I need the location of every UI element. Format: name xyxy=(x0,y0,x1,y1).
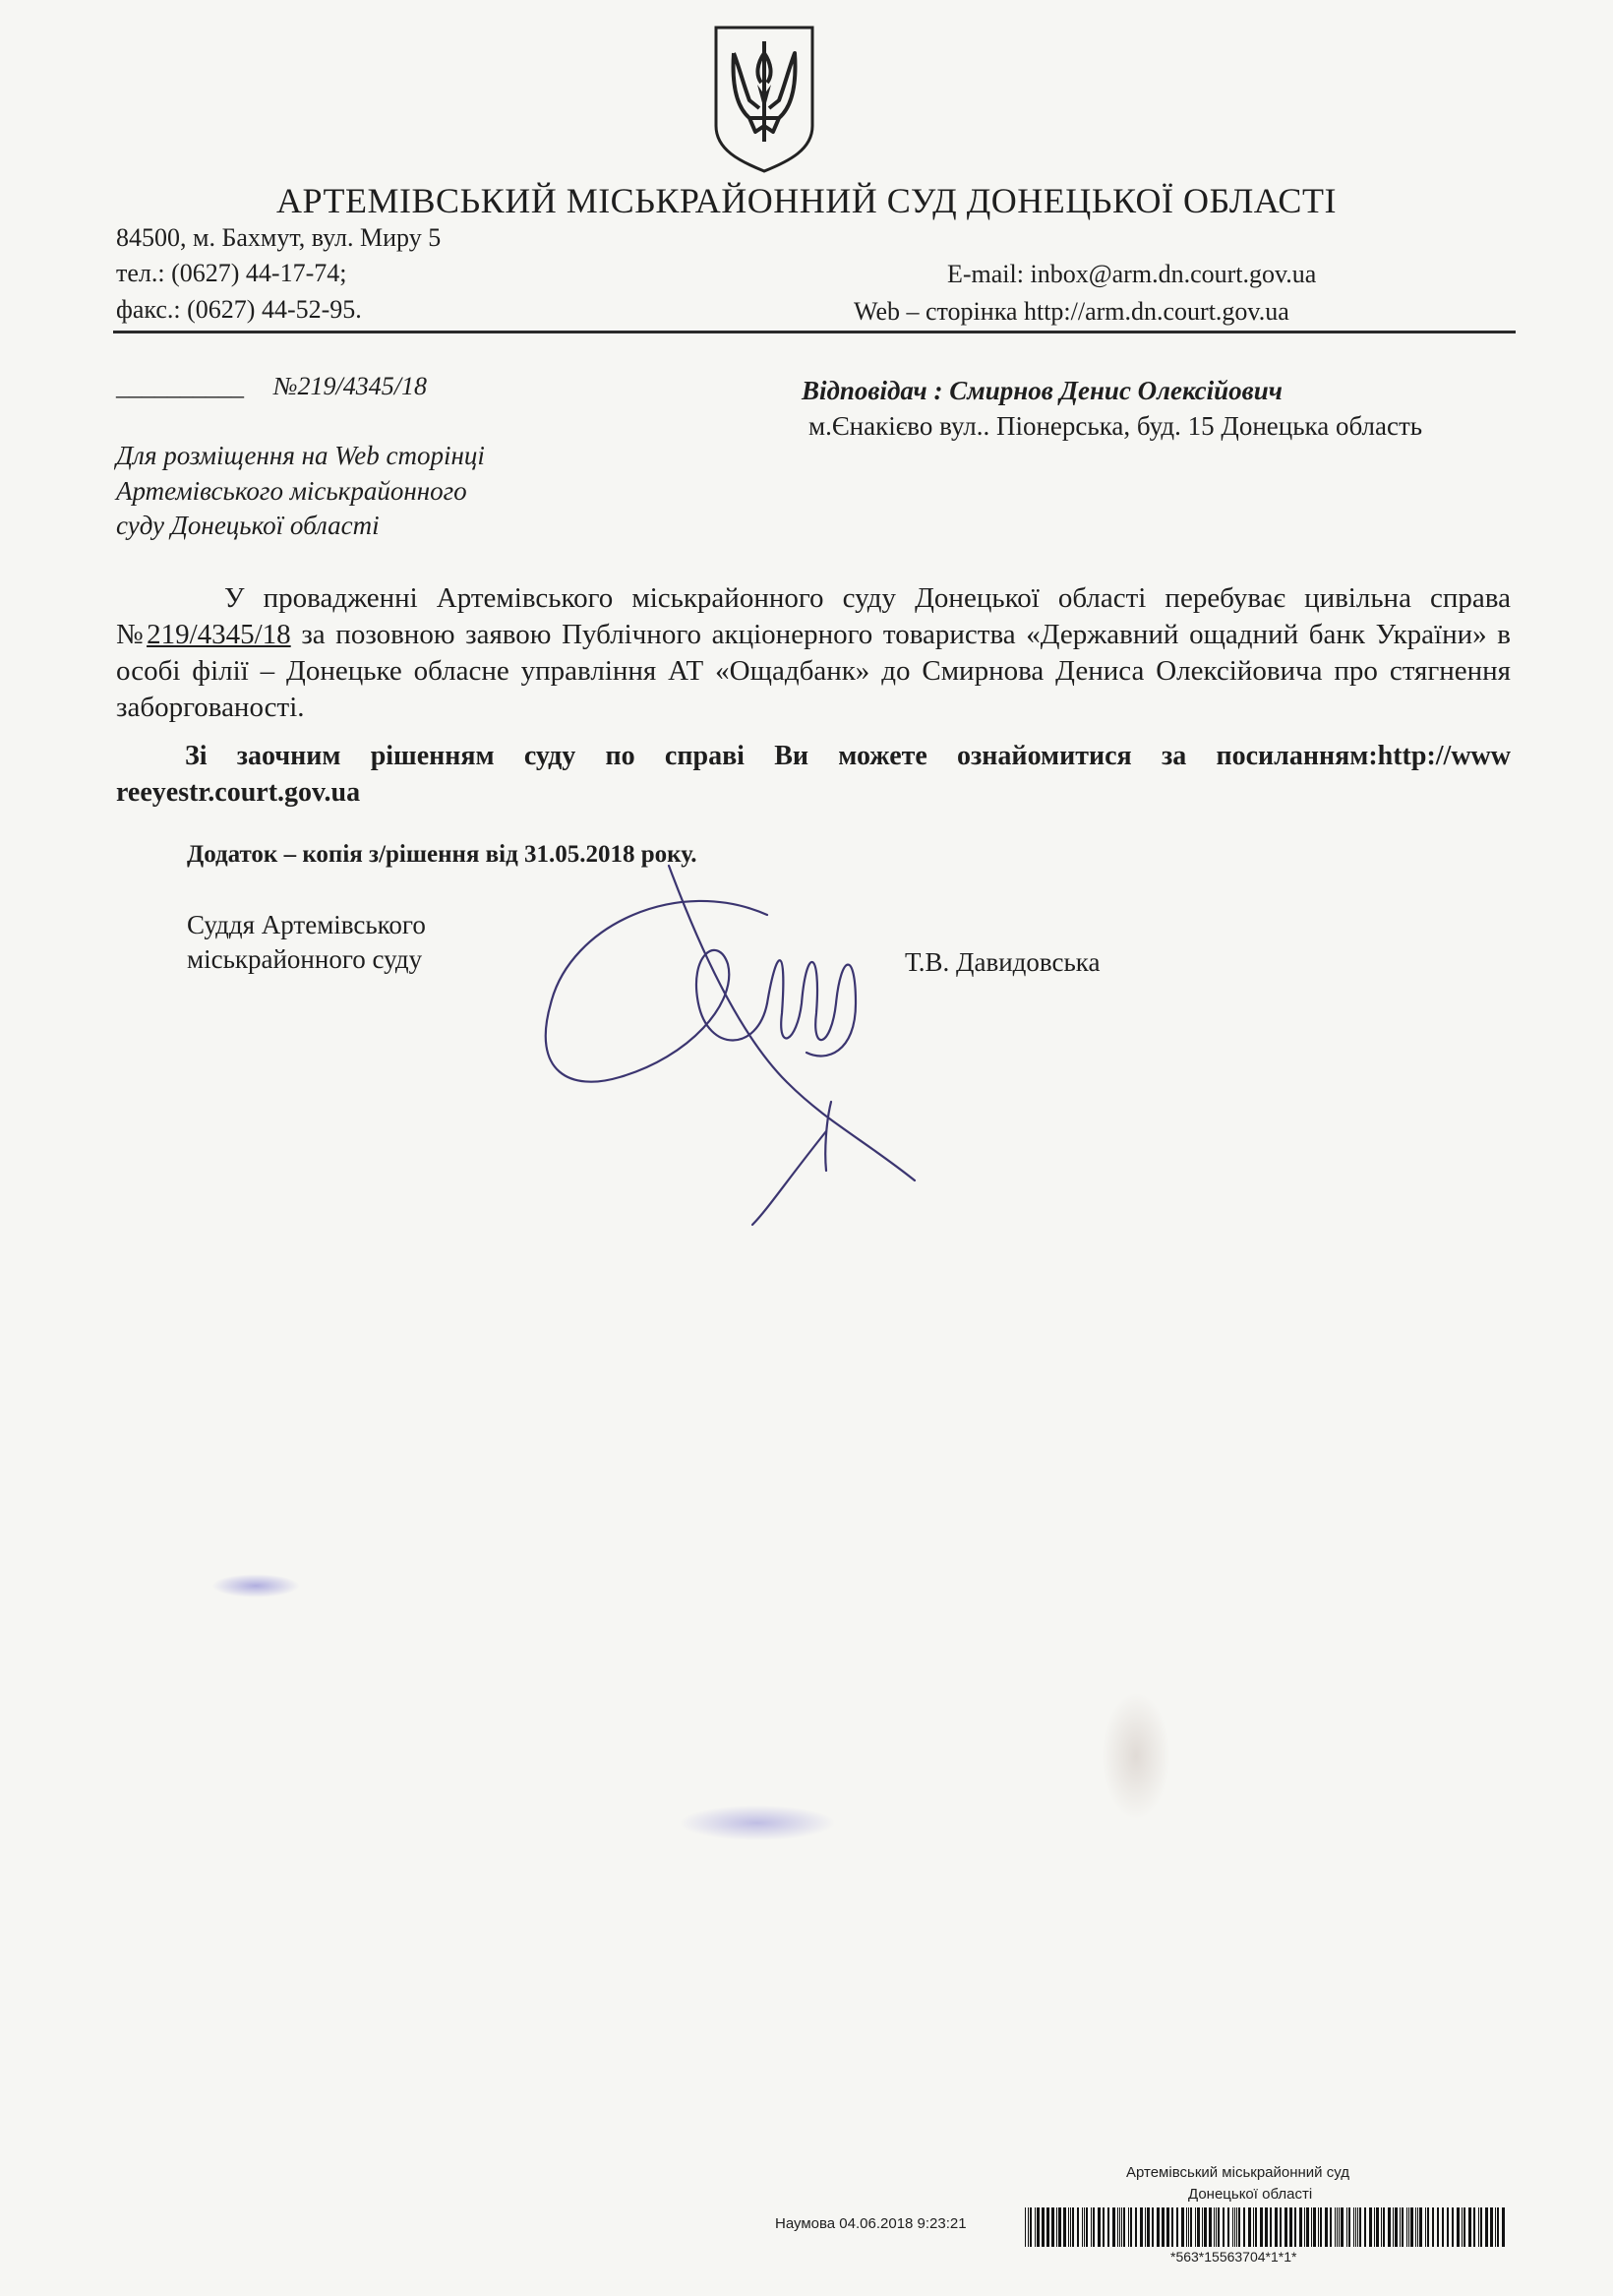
barcode-bar xyxy=(1318,2207,1319,2247)
barcode-bar xyxy=(1255,2207,1257,2247)
barcode-bar xyxy=(1103,2207,1105,2247)
barcode-bar xyxy=(1058,2207,1061,2247)
barcode-bar xyxy=(1442,2207,1444,2247)
barcode-bar xyxy=(1232,2207,1233,2247)
barcode-bar xyxy=(1320,2207,1322,2247)
barcode-bar xyxy=(1084,2207,1085,2247)
barcode-bar xyxy=(1195,2207,1196,2247)
barcode-bar xyxy=(1068,2207,1069,2247)
barcode-bar xyxy=(1306,2207,1309,2247)
barcode xyxy=(1025,2207,1507,2247)
barcode-bar xyxy=(1447,2207,1449,2247)
placement-note-line3: суду Донецької області xyxy=(116,511,380,540)
barcode-bar xyxy=(1145,2207,1146,2247)
barcode-bar xyxy=(1415,2207,1416,2247)
handwritten-signature xyxy=(531,856,944,1230)
barcode-bar xyxy=(1335,2207,1336,2247)
body-text-part2: за позовною заявою Публічного акціонерного товариства «Державний ощадний банк України» в особі філії – Донецьке обласне управління АТ «Ощадбанк» до Смирнова Дениса Олексійовича про стягнення заборгованості. xyxy=(116,619,1511,723)
barcode-bar xyxy=(1140,2207,1143,2247)
attachment-note: Додаток – копія з/рішення від 31.05.2018 року. xyxy=(187,841,697,868)
barcode-bar xyxy=(1480,2207,1482,2247)
stamp-line1: Артемівський міськрайонний суд xyxy=(1126,2164,1349,2181)
barcode-bar xyxy=(1348,2207,1350,2247)
barcode-bar xyxy=(1374,2207,1375,2247)
barcode-bar xyxy=(1457,2207,1460,2247)
court-email: E-mail: inbox@arm.dn.court.gov.ua xyxy=(947,260,1317,288)
barcode-bar xyxy=(1417,2207,1418,2247)
barcode-bar xyxy=(1437,2207,1439,2247)
barcode-bar xyxy=(1093,2207,1095,2247)
paper-stain xyxy=(1102,1692,1170,1820)
barcode-bar xyxy=(1452,2207,1454,2247)
barcode-bar xyxy=(1070,2207,1071,2247)
barcode-bar xyxy=(1117,2207,1118,2247)
registration-stamp xyxy=(767,2164,1515,2272)
barcode-bar xyxy=(1410,2207,1413,2247)
barcode-bar xyxy=(1238,2207,1240,2247)
barcode-bar xyxy=(1325,2207,1328,2247)
barcode-bar xyxy=(1214,2207,1215,2247)
barcode-bar xyxy=(1427,2207,1429,2247)
court-phone: тел.: (0627) 44-17-74; xyxy=(116,259,347,287)
barcode-bar xyxy=(1218,2207,1220,2247)
barcode-bar xyxy=(1042,2207,1045,2247)
barcode-bar xyxy=(1275,2207,1278,2247)
barcode-bar xyxy=(1313,2207,1316,2247)
stamp-operator: Наумова 04.06.2018 9:23:21 xyxy=(775,2215,967,2232)
notice-paragraph xyxy=(116,738,1511,811)
barcode-bar xyxy=(1186,2207,1187,2247)
barcode-text: *563*15563704*1*1* xyxy=(1170,2249,1297,2265)
recipient-name: Відповідач : Смирнов Денис Олексійович xyxy=(802,376,1283,405)
barcode-bar xyxy=(1051,2207,1054,2247)
barcode-bar xyxy=(1128,2207,1129,2247)
case-link[interactable]: 219/4345/18 xyxy=(147,619,291,650)
barcode-bar xyxy=(1270,2207,1272,2247)
court-title: АРТЕМІВСЬКИЙ МІСЬКРАЙОННИЙ СУД ДОНЕЦЬКОЇ ОБЛАСТІ xyxy=(276,181,1337,220)
barcode-bar xyxy=(1388,2207,1391,2247)
barcode-bar xyxy=(1046,2207,1049,2247)
barcode-bar xyxy=(1353,2207,1354,2247)
barcode-bar xyxy=(1030,2207,1032,2247)
barcode-bar xyxy=(1364,2207,1366,2247)
barcode-bar xyxy=(1485,2207,1488,2247)
barcode-bar xyxy=(1280,2207,1282,2247)
barcode-bar xyxy=(1157,2207,1160,2247)
barcode-bar xyxy=(1464,2207,1465,2247)
barcode-bar xyxy=(1243,2207,1245,2247)
signatory-title-line2: міськрайонного суду xyxy=(187,944,423,974)
barcode-bar xyxy=(1495,2207,1496,2247)
placement-note-line1: Для розміщення на Web сторінці xyxy=(116,441,485,470)
barcode-bar xyxy=(1330,2207,1332,2247)
stamp-residue xyxy=(211,1574,300,1598)
barcode-bar xyxy=(1339,2207,1340,2247)
stamp-residue xyxy=(679,1805,836,1841)
barcode-bar xyxy=(1248,2207,1251,2247)
court-fax: факс.: (0627) 44-52-95. xyxy=(116,295,362,324)
barcode-bar xyxy=(1082,2207,1083,2247)
barcode-bar xyxy=(1028,2207,1029,2247)
barcode-bar xyxy=(1478,2207,1479,2247)
barcode-bar xyxy=(1253,2207,1254,2247)
recipient-address: м.Єнакієво вул.. Піонерська, буд. 15 Донецька область xyxy=(808,411,1423,441)
barcode-bar xyxy=(1376,2207,1379,2247)
barcode-bar xyxy=(1311,2207,1312,2247)
case-number: №219/4345/18 xyxy=(273,372,427,400)
notice-text: Зі заочним рішенням суду по справі Ви можете ознайомитися за посиланням:http://www reeyestr.court.gov.ua xyxy=(116,741,1511,808)
barcode-bar xyxy=(1181,2207,1184,2247)
barcode-bar xyxy=(1355,2207,1356,2247)
barcode-bar xyxy=(1162,2207,1165,2247)
barcode-bar xyxy=(1098,2207,1101,2247)
barcode-bar xyxy=(1337,2207,1338,2247)
header-divider xyxy=(113,331,1516,333)
barcode-bar xyxy=(1227,2207,1229,2247)
barcode-bar xyxy=(1462,2207,1463,2247)
barcode-bar xyxy=(1408,2207,1409,2247)
barcode-bar xyxy=(1260,2207,1263,2247)
barcode-bar xyxy=(1265,2207,1268,2247)
barcode-bar xyxy=(1419,2207,1422,2247)
barcode-bar xyxy=(1402,2207,1404,2247)
barcode-bar xyxy=(1112,2207,1115,2247)
barcode-bar xyxy=(1121,2207,1122,2247)
barcode-bar xyxy=(1359,2207,1361,2247)
barcode-bar xyxy=(1284,2207,1287,2247)
barcode-bar xyxy=(1502,2207,1505,2247)
barcode-bar xyxy=(1204,2207,1207,2247)
barcode-bar xyxy=(1209,2207,1212,2247)
trident-emblem-icon xyxy=(710,24,818,173)
barcode-bar xyxy=(1072,2207,1074,2247)
barcode-bar xyxy=(1063,2207,1066,2247)
barcode-bar xyxy=(1369,2207,1372,2247)
barcode-bar xyxy=(1304,2207,1305,2247)
barcode-bar xyxy=(1086,2207,1088,2247)
outgoing-number-blank: __________ xyxy=(116,372,244,400)
barcode-bar xyxy=(1202,2207,1203,2247)
barcode-bar xyxy=(1395,2207,1398,2247)
barcode-bar xyxy=(1216,2207,1217,2247)
barcode-bar xyxy=(1190,2207,1192,2247)
barcode-bar xyxy=(1166,2207,1169,2247)
court-web: Web – сторінка http://arm.dn.court.gov.ua xyxy=(854,297,1289,326)
barcode-bar xyxy=(1400,2207,1401,2247)
barcode-bar xyxy=(1188,2207,1189,2247)
barcode-bar xyxy=(1294,2207,1296,2247)
barcode-bar xyxy=(1147,2207,1150,2247)
barcode-bar xyxy=(1383,2207,1385,2247)
barcode-bar xyxy=(1056,2207,1057,2247)
barcode-bar xyxy=(1425,2207,1426,2247)
barcode-bar xyxy=(1468,2207,1471,2247)
barcode-bar xyxy=(1152,2207,1154,2247)
barcode-bar xyxy=(1123,2207,1125,2247)
barcode-bar xyxy=(1176,2207,1178,2247)
body-text-part1: У провадженні Артемівського міськрайонного суду Донецької області перебуває цивільна справа № xyxy=(116,582,1511,650)
signatory-title-line1: Суддя Артемівського xyxy=(187,910,426,939)
barcode-bar xyxy=(1406,2207,1407,2247)
barcode-bar xyxy=(1381,2207,1382,2247)
barcode-bar xyxy=(1197,2207,1200,2247)
barcode-bar xyxy=(1490,2207,1493,2247)
barcode-bar xyxy=(1236,2207,1237,2247)
barcode-bar xyxy=(1432,2207,1434,2247)
barcode-bar xyxy=(1077,2207,1079,2247)
barcode-bar xyxy=(1357,2207,1358,2247)
barcode-bar xyxy=(1223,2207,1225,2247)
barcode-bar xyxy=(1346,2207,1347,2247)
placement-note-line2: Артемівського міськрайонного xyxy=(116,476,467,506)
barcode-bar xyxy=(1091,2207,1092,2247)
barcode-bar xyxy=(1135,2207,1137,2247)
barcode-bar xyxy=(1025,2207,1026,2247)
barcode-bar xyxy=(1119,2207,1120,2247)
barcode-bar xyxy=(1473,2207,1475,2247)
barcode-bar xyxy=(1130,2207,1132,2247)
court-address: 84500, м. Бахмут, вул. Миру 5 xyxy=(116,223,442,252)
barcode-bar xyxy=(1234,2207,1235,2247)
body-paragraph xyxy=(116,580,1511,726)
barcode-bar xyxy=(1299,2207,1302,2247)
signatory-name: Т.В. Давидовська xyxy=(905,947,1101,977)
barcode-bar xyxy=(1289,2207,1292,2247)
barcode-bar xyxy=(1171,2207,1173,2247)
stamp-line2: Донецької області xyxy=(1188,2186,1313,2203)
barcode-bar xyxy=(1107,2207,1109,2247)
barcode-bar xyxy=(1393,2207,1394,2247)
barcode-bar xyxy=(1037,2207,1040,2247)
barcode-bar xyxy=(1035,2207,1036,2247)
barcode-bar xyxy=(1497,2207,1499,2247)
barcode-bar xyxy=(1341,2207,1344,2247)
